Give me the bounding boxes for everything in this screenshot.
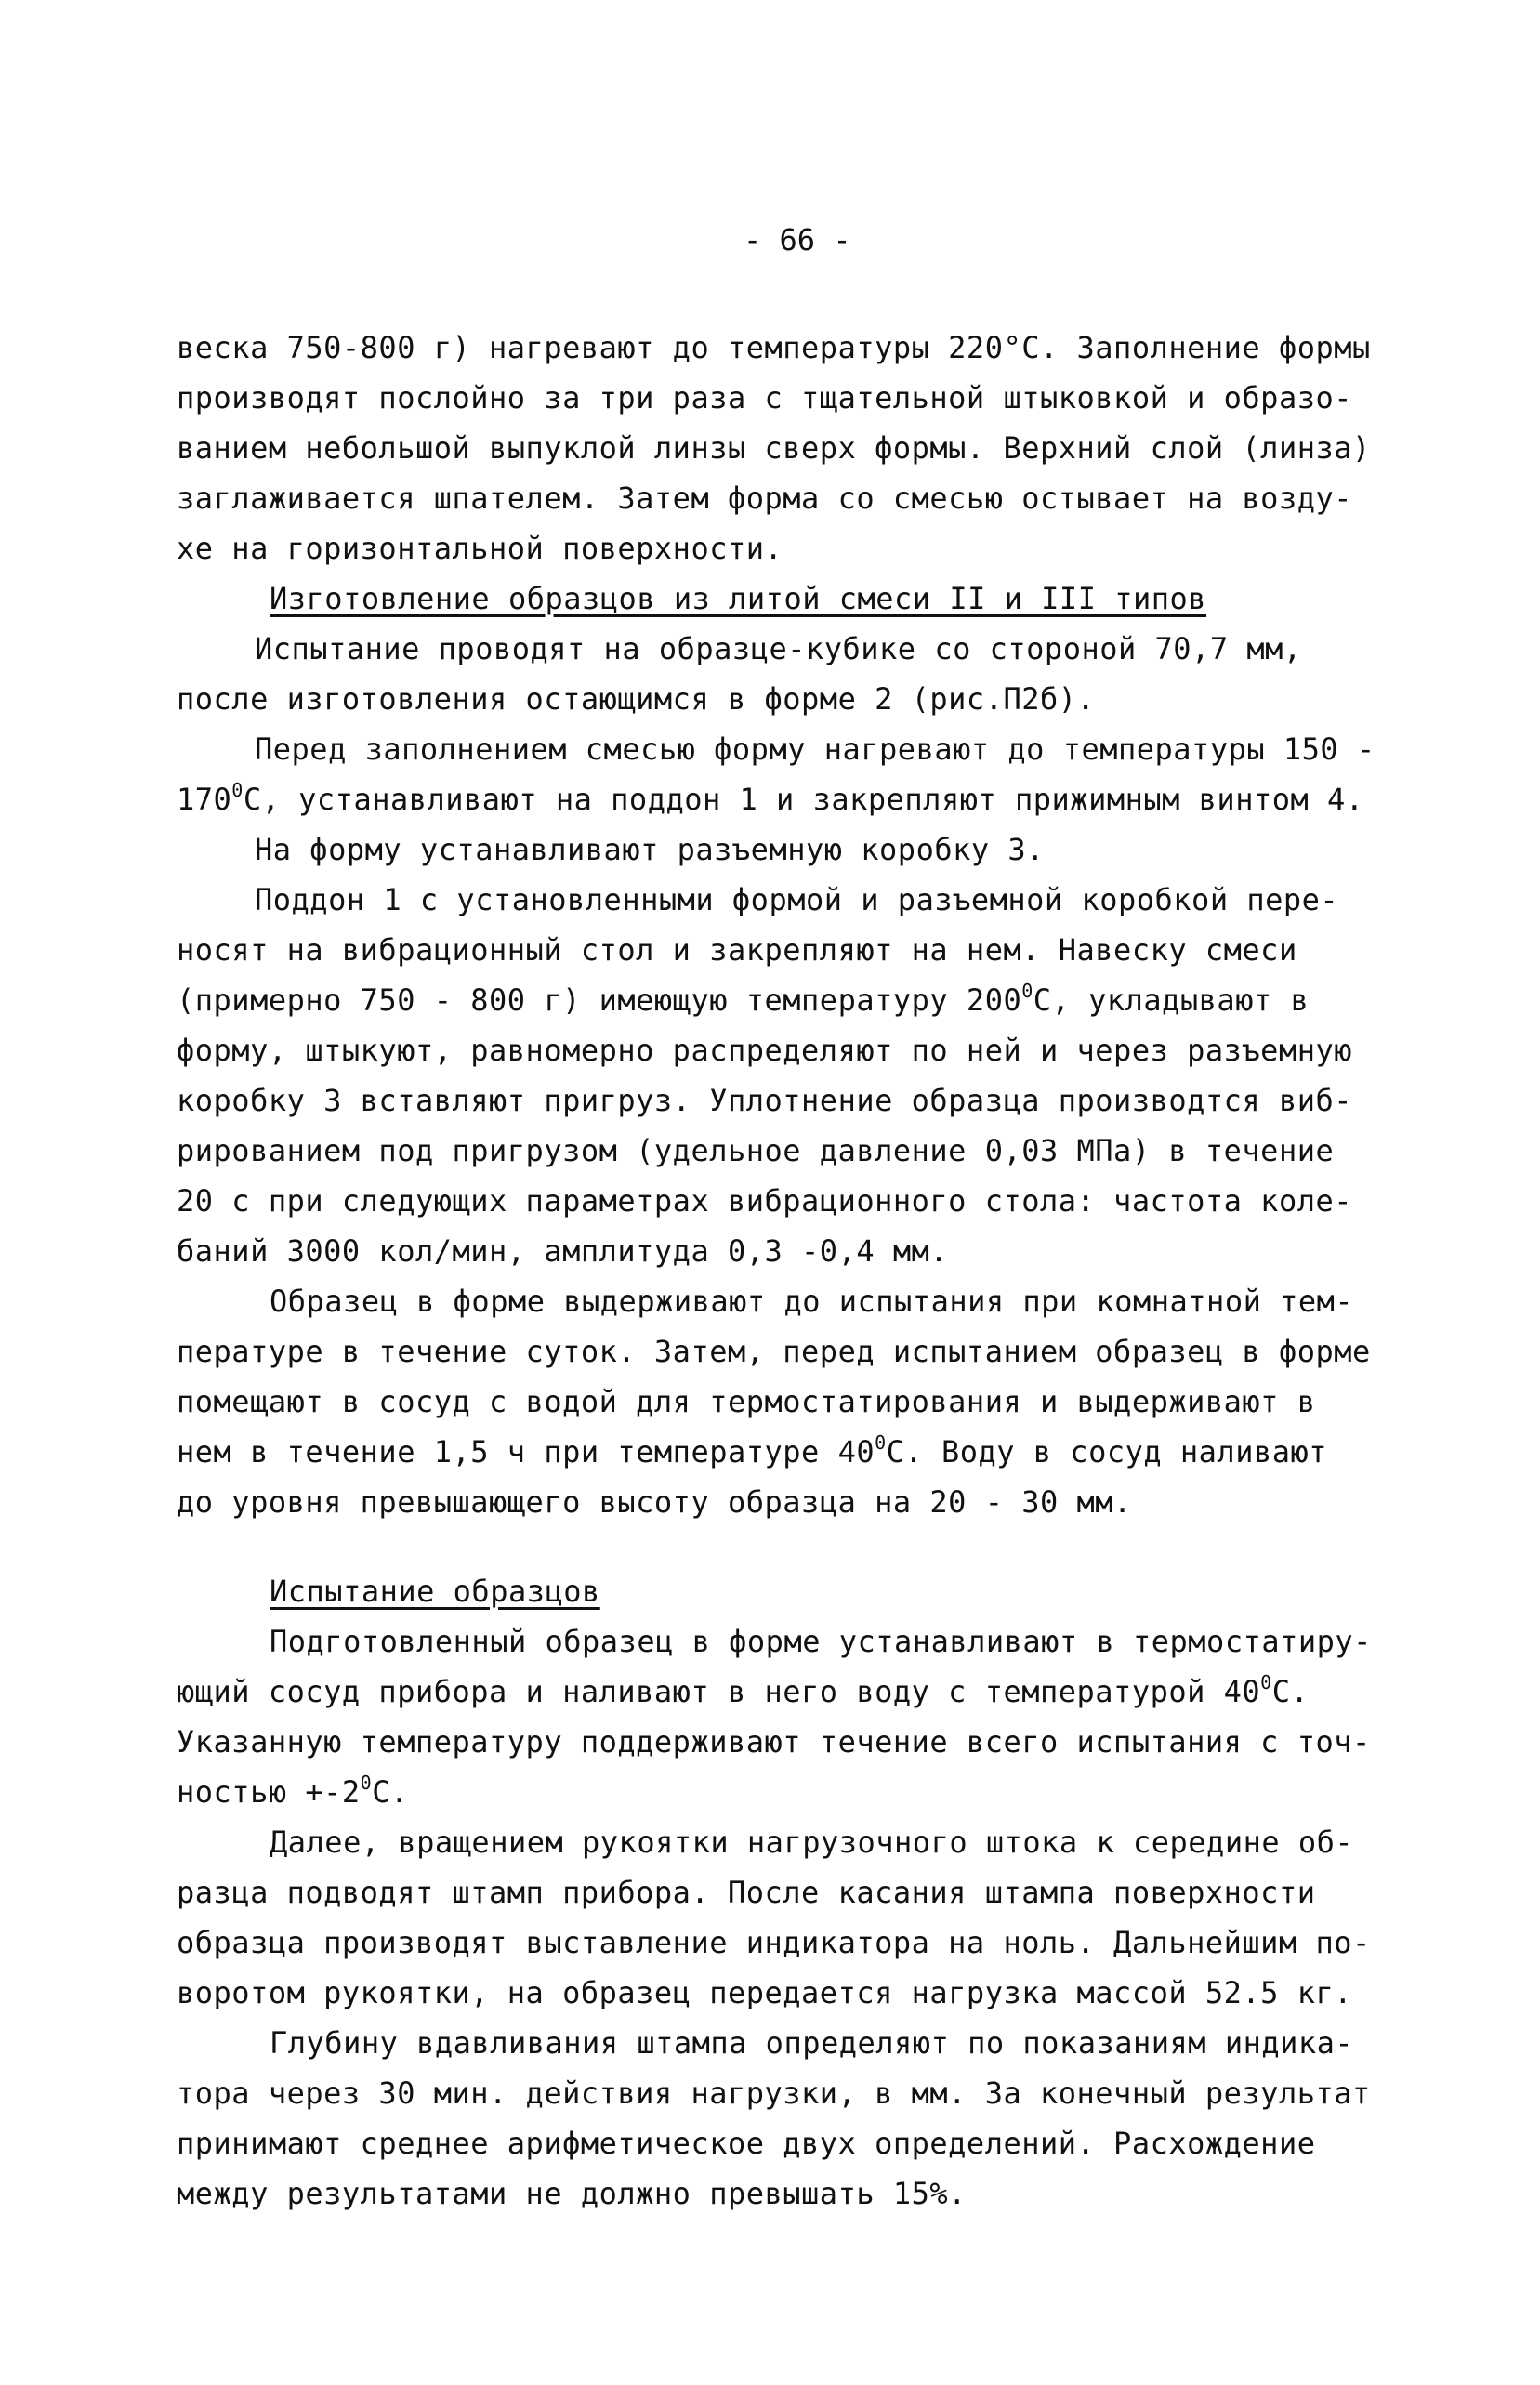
text-line: Перед заполнением смесью форму нагревают до температуры 150 - [255,731,1375,767]
text-line: заглаживается шпателем. Затем форма со смесью остывает на возду- [177,481,1352,516]
text-line [177,781,1364,818]
text-line: форму, штыкуют, равномерно распределяют по ней и через разъемную [177,1033,1352,1068]
text-segment: С. [1271,1674,1310,1709]
text-line: после изготовления остающимся в форме 2 (рис.П2б). [177,681,1096,717]
text-segment: С. [372,1774,409,1810]
text-line: рированием под пригрузом (удельное давление 0,03 МПа) в течение [177,1133,1335,1168]
page-number: - 66 - [744,222,851,257]
text-line: Глубину вдавливания штампа определяют по показаниям индика- [270,2025,1354,2061]
text-line: баний 3000 кол/мин, амплитуда 0,3 -0,4 мм. [177,1233,949,1269]
text-line: Образец в форме выдерживают до испытания при комнатной тем- [270,1284,1354,1319]
text-line: Испытание проводят на образце-кубике со стороной 70,7 мм, [255,631,1302,666]
text-line: 20 с при следующих параметрах вибрационного стола: частота коле- [177,1183,1352,1219]
text-line: тора через 30 мин. действия нагрузки, в мм. За конечный результат [177,2075,1371,2111]
text-segment: °С. Заполнение формы [1003,330,1371,365]
text-segment: ностью +-2 [177,1774,361,1810]
text-line: Поддон 1 с установленными формой и разъемной коробкой пере- [255,882,1339,917]
text-line: принимают среднее арифметическое двух определений. Расхождение [177,2126,1316,2161]
text-line: пературе в течение суток. Затем, перед испытанием образец в форме [177,1334,1371,1369]
text-segment: (примерно 750 - 800 г) имеющую температуру 200 [177,982,1022,1018]
text-segment: ющий сосуд прибора и наливают в него воду с температурой 40 [177,1674,1261,1709]
text-line: производят послойно за три раза с тщательной штыковкой и образо- [177,380,1352,415]
text-line: Далее, вращением рукоятки нагрузочного штока к середине об- [270,1825,1354,1860]
superscript: 0 [1021,980,1033,1002]
text-line: коробку 3 вставляют пригруз. Уплотнение образца производтся виб- [177,1083,1352,1118]
section-heading-manufacturing: Изготовление образцов из литой смеси II и III типов [270,581,1207,616]
text-line [177,1773,409,1811]
section-heading-testing: Испытание образцов [270,1574,600,1609]
text-line: На форму устанавливают разъемную коробку 3. [255,832,1045,867]
text-line: разца подводят штамп прибора. После касания штампа поверхности [177,1875,1316,1910]
text-line: Подготовленный образец в форме устанавливают в термостатиру- [270,1624,1372,1659]
text-segment: С, устанавливают на поддон 1 и закрепляют прижимным винтом 4. [243,782,1364,817]
text-segment: нем в течение 1,5 ч при температуре 40 [177,1434,875,1469]
superscript: 0 [231,779,244,801]
text-line [177,1433,1327,1470]
text-line: образца производят выставление индикатора на ноль. Дальнейшим по- [177,1925,1371,1960]
text-segment: веска 750-800 г) нагревают до температуры 220 [177,330,1004,365]
text-segment: С, укладывают в [1033,982,1310,1018]
superscript: 0 [360,1772,373,1794]
text-line: до уровня превышающего высоту образца на 20 - 30 мм. [177,1484,1132,1520]
text-line: хе на горизонтальной поверхности. [177,531,783,566]
text-line: между результатами не должно превышать 15%. [177,2176,967,2211]
text-line [177,1673,1309,1710]
text-segment: 170 [177,782,232,817]
text-line: ванием небольшой выпуклой линзы сверх формы. Верхний слой (линза) [177,430,1371,466]
text-line [177,329,1371,366]
text-line: носят на вибрационный стол и закрепляют на нем. Навеску смеси [177,932,1297,968]
superscript: 0 [1260,1671,1272,1693]
text-line: воротом рукоятки, на образец передается нагрузка массой 52.5 кг. [177,1975,1352,2010]
text-line: помещают в сосуд с водой для термостатирования и выдерживают в [177,1384,1316,1419]
text-line [177,982,1309,1019]
text-segment: С. Воду в сосуд наливают [886,1434,1328,1469]
superscript: 0 [875,1431,887,1454]
text-line: Указанную температуру поддерживают течение всего испытания с точ- [177,1724,1371,1759]
